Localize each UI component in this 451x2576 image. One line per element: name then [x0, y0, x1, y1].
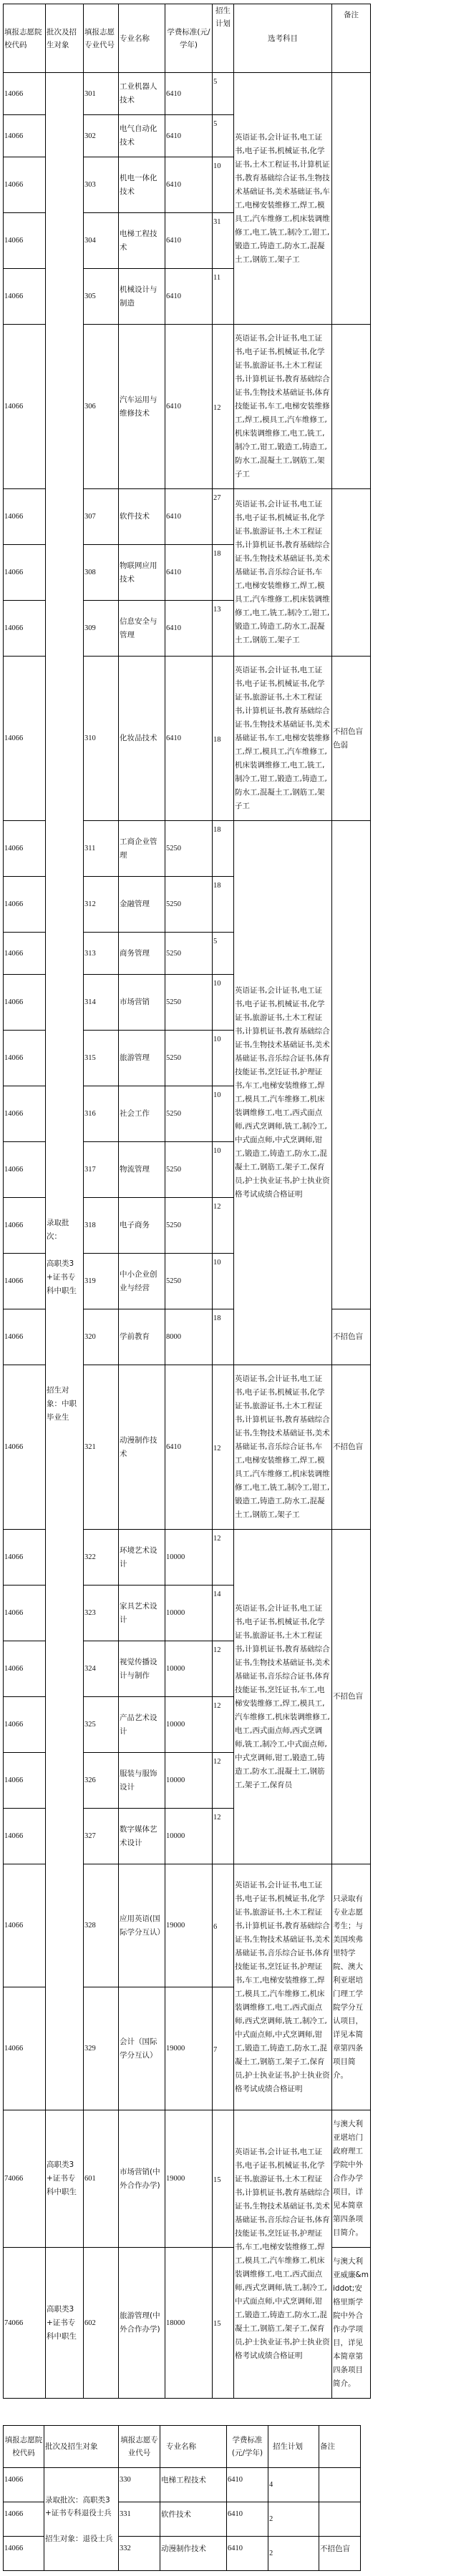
subjects-cell: 英语证书,会计证书,电工证书,电子证书,机械证书,化学证书,旅游证书,土木工程证书,计算机证书,教育基础综合证书,生物技术基础证书,美术基础证书,车工,电梯安装维修工,焊工,模具工,汽车维修工,机床装调维修工,电工,铣工,制冷工,钳工,锻造工,铸造工,防水工,混凝土工,钢筋工,架子工	[234, 657, 332, 821]
tuition-cell: 5250	[165, 1254, 213, 1309]
major-code-cell: 322	[84, 1530, 119, 1586]
batch-admission-label: 录取批次：	[47, 1218, 69, 1241]
enrollment-plan-table	[3, 4, 371, 2399]
header-plan: 招生计划	[213, 4, 234, 73]
major-name-cell: 视觉传播设计与制作	[119, 1641, 165, 1697]
major-code-cell: 327	[84, 1809, 119, 1864]
major-code-cell: 313	[84, 933, 119, 975]
major-name-cell: 电梯工程技术	[119, 213, 165, 269]
major-name-cell: 工商企业管理	[119, 821, 165, 877]
major-name-cell: 市场营销(中外合作办学)	[119, 2110, 165, 2248]
major-code-cell: 307	[84, 489, 119, 545]
major-code-cell: 326	[84, 1753, 119, 1809]
subjects-cell: 英语证书,会计证书,电工证书,电子证书,机械证书,化学证书,旅游证书,土木工程证书,计算机证书,教育基础综合证书,生物技术基础证书,美术基础证书,音乐综合证书,车工,电梯安装维修工,焊工,模具工,汽车维修工,机床装调维修工,电工,铣工,制冷工,钳工,锻造工,铸造工,防水工,混凝土工,钢筋工,架子工	[234, 1365, 332, 1530]
tuition-cell: 6410	[227, 2537, 268, 2571]
major-code-cell: 315	[84, 1031, 119, 1086]
plan-cell: 18	[213, 877, 234, 933]
major-code-cell: 301	[84, 73, 119, 115]
school-code-cell: 14066	[4, 1365, 46, 1530]
subjects-cell: 英语证书,会计证书,电工证书,电子证书,机械证书,化学证书,旅游证书,土木工程证书,计算机证书,教育基础综合证书,生物技术基础证书,美术基础证书,音乐综合证书,车工,电梯安装维修工,焊工,模具工,汽车维修工,机床装调维修工,电工,铣工,制冷工,钳工,锻造工,铸造工,防水工,混凝土工,钢筋工,架子工	[234, 489, 332, 657]
plan-cell: 15	[213, 2110, 234, 2248]
plan-cell: 18	[213, 821, 234, 877]
plan-cell: 14	[213, 1586, 234, 1641]
major-name-cell: 软件技术	[119, 489, 165, 545]
tuition-cell: 6410	[165, 1365, 213, 1530]
school-code-cell: 74066	[4, 2110, 46, 2248]
batch-cell: 高职类3+证书专科中职生	[46, 2248, 84, 2399]
table-header-row	[4, 2426, 361, 2468]
major-code-cell: 309	[84, 601, 119, 657]
batch-type-label: 高职类3+证书专科中职生	[47, 1259, 77, 1295]
school-code-cell: 14066	[4, 2537, 44, 2571]
plan-cell: 10	[213, 1142, 234, 1198]
school-code-cell: 14066	[4, 975, 46, 1031]
school-code-cell: 14066	[4, 325, 46, 489]
remark-cell: 与澳大利亚威廉&middot;安格里斯学院中外合作办学项目，详见本简章第四条项目简介。	[332, 2248, 371, 2399]
school-code-cell: 14066	[4, 1586, 46, 1641]
plan-cell: 10	[213, 975, 234, 1031]
major-code-cell: 329	[84, 1987, 119, 2110]
major-code-cell: 323	[84, 1586, 119, 1641]
remark-cell: 不招色盲	[332, 1309, 371, 1365]
header-subjects: 选考科目	[234, 4, 332, 73]
plan-cell: 6	[213, 1864, 234, 1987]
school-code-cell: 14066	[4, 1641, 46, 1697]
school-code-cell: 14066	[4, 489, 46, 545]
tuition-cell: 5250	[165, 821, 213, 877]
plan-cell: 18	[213, 1309, 234, 1365]
batch-cell	[44, 2468, 119, 2571]
major-code-cell: 330	[119, 2468, 160, 2502]
subjects-cell: 英语证书,会计证书,电工证书,电子证书,机械证书,化学证书,旅游证书,土木工程证书,计算机证书,教育基础综合证书,生物技术基础证书,美术基础证书,音乐综合证书,体育技能证书,烹饪证书,护理证书,车工,电梯安装维修工,焊工,模具工,汽车维修工,机床装调维修工,电工,西式面点师,西式烹调师,铣工,制冷工,中式面点师,中式烹调师,钳工,锻造工,铸造工,防水工,混凝土工,钢筋工,架子工,保育员,护士执业证书,护士执业资格考试成绩合格证明	[234, 1864, 332, 2110]
tuition-cell: 5250	[165, 1198, 213, 1254]
plan-cell: 10	[213, 1031, 234, 1086]
subjects-cell: 英语证书,会计证书,电工证书,电子证书,机械证书,化学证书,旅游证书,土木工程证书,计算机证书,教育基础综合证书,生物技术基础证书,美术基础证书,音乐综合证书,体育技能证书,烹饪证书,车工,电梯安装维修工,焊工,模具工,汽车维修工,机床装调维修工,电工,西式面点师,西式烹调师,铣工,制冷工,中式面点师,中式烹调师,钳工,锻造工,铸造工,防水工,混凝土工,钢筋工,架子工,保育员	[234, 1530, 332, 1864]
plan-cell: 18	[213, 657, 234, 821]
major-name-cell: 旅游管理(中外合作办学)	[119, 2248, 165, 2399]
major-code-cell: 314	[84, 975, 119, 1031]
remark-cell	[332, 821, 371, 1309]
remark-cell: 不招色盲	[319, 2537, 361, 2571]
plan-cell: 12	[213, 1365, 234, 1530]
school-code-cell: 14066	[4, 2468, 44, 2502]
remark-cell	[319, 2468, 361, 2502]
major-code-cell: 319	[84, 1254, 119, 1309]
tuition-cell: 6410	[165, 115, 213, 157]
major-name-cell: 物联网应用技术	[119, 545, 165, 601]
school-code-cell: 14066	[4, 601, 46, 657]
plan-cell: 12	[213, 1809, 234, 1864]
major-code-cell: 328	[84, 1864, 119, 1987]
major-code-cell: 318	[84, 1198, 119, 1254]
tuition-cell: 19000	[165, 2110, 213, 2248]
plan-cell: 12	[213, 1641, 234, 1697]
school-code-cell: 14066	[4, 1031, 46, 1086]
plan-cell: 10	[213, 1086, 234, 1142]
table-row	[4, 2110, 371, 2248]
tuition-cell: 6410	[227, 2468, 268, 2502]
major-name-cell: 软件技术	[160, 2502, 227, 2537]
major-name-cell: 动漫制作技术	[160, 2537, 227, 2571]
plan-cell: 12	[213, 325, 234, 489]
tuition-cell: 5250	[165, 1086, 213, 1142]
school-code-cell: 14066	[4, 1254, 46, 1309]
school-code-cell: 14066	[4, 877, 46, 933]
tuition-cell: 10000	[165, 1530, 213, 1586]
tuition-cell: 10000	[165, 1586, 213, 1641]
school-code-cell: 14066	[4, 545, 46, 601]
major-name-cell: 汽车运用与维修技术	[119, 325, 165, 489]
header-major-code: 填报志愿专业代号	[119, 2426, 160, 2468]
major-name-cell: 家具艺术设计	[119, 1586, 165, 1641]
major-name-cell: 金融管理	[119, 877, 165, 933]
major-code-cell: 305	[84, 269, 119, 325]
major-code-cell: 311	[84, 821, 119, 877]
tuition-cell: 5250	[165, 933, 213, 975]
plan-cell: 2	[268, 2502, 319, 2537]
plan-cell: 11	[213, 269, 234, 325]
tuition-cell: 6410	[165, 601, 213, 657]
veteran-enrollment-table	[3, 2425, 361, 2571]
batch-target-label: 招生对象：中职毕业生	[47, 1385, 77, 1422]
tuition-cell: 6410	[165, 269, 213, 325]
tuition-cell: 19000	[165, 1864, 213, 1987]
school-code-cell: 14066	[4, 115, 46, 157]
major-name-cell: 机械设计与制造	[119, 269, 165, 325]
tuition-cell: 6410	[165, 325, 213, 489]
plan-cell: 12	[213, 1753, 234, 1809]
header-major-code: 填报志愿专业代号	[84, 4, 119, 73]
major-name-cell: 动漫制作技术	[119, 1365, 165, 1530]
batch-target-label: 招生对象：退役士兵	[45, 2534, 113, 2543]
plan-cell: 27	[213, 489, 234, 545]
tuition-cell: 6410	[165, 489, 213, 545]
remark-cell: 与澳大利亚堪培门政府理工学院中外合作办学项目，详见本简章第四条项目简介。	[332, 2110, 371, 2248]
school-code-cell: 14066	[4, 1753, 46, 1809]
major-code-cell: 332	[119, 2537, 160, 2571]
major-name-cell: 环境艺术设计	[119, 1530, 165, 1586]
remark-cell: 不招色盲	[332, 1365, 371, 1530]
school-code-cell: 14066	[4, 2502, 44, 2537]
major-code-cell: 303	[84, 157, 119, 213]
header-remark: 备注	[319, 2426, 361, 2468]
table-header-row	[4, 4, 371, 73]
major-name-cell: 中小企业创业与经营	[119, 1254, 165, 1309]
remark-cell: 不招色盲	[332, 1530, 371, 1864]
header-batch: 批次及招生对象	[44, 2426, 119, 2468]
batch-cell	[46, 73, 84, 2110]
tuition-cell: 10000	[165, 1753, 213, 1809]
header-plan: 招生计划	[268, 2426, 319, 2468]
plan-cell: 12	[213, 1530, 234, 1586]
plan-cell: 7	[213, 1987, 234, 2110]
tuition-cell: 6410	[227, 2502, 268, 2537]
major-code-cell: 601	[84, 2110, 119, 2248]
header-major-name: 专业名称	[119, 4, 165, 73]
major-code-cell: 306	[84, 325, 119, 489]
major-name-cell: 电气自动化技术	[119, 115, 165, 157]
major-code-cell: 320	[84, 1309, 119, 1365]
school-code-cell: 14066	[4, 1198, 46, 1254]
tuition-cell: 10000	[165, 1641, 213, 1697]
plan-cell: 5	[213, 115, 234, 157]
major-code-cell: 602	[84, 2248, 119, 2399]
header-school-code: 填报志愿院校代码	[4, 2426, 44, 2468]
school-code-cell: 14066	[4, 1142, 46, 1198]
remark-cell	[332, 489, 371, 657]
major-name-cell: 电梯工程技术	[160, 2468, 227, 2502]
tuition-cell: 6410	[165, 545, 213, 601]
major-name-cell: 服装与服饰设计	[119, 1753, 165, 1809]
school-code-cell: 14066	[4, 1864, 46, 1987]
header-tuition: 学费标准(元/学年)	[227, 2426, 268, 2468]
school-code-cell: 14066	[4, 1309, 46, 1365]
tuition-cell: 10000	[165, 1697, 213, 1753]
school-code-cell: 14066	[4, 213, 46, 269]
tuition-cell: 5250	[165, 975, 213, 1031]
plan-cell: 12	[213, 1198, 234, 1254]
school-code-cell: 14066	[4, 157, 46, 213]
plan-cell: 13	[213, 601, 234, 657]
major-code-cell: 324	[84, 1641, 119, 1697]
remark-cell	[332, 73, 371, 325]
major-code-cell: 304	[84, 213, 119, 269]
school-code-cell: 14066	[4, 821, 46, 877]
major-code-cell: 321	[84, 1365, 119, 1530]
major-name-cell: 商务管理	[119, 933, 165, 975]
plan-cell: 15	[213, 2248, 234, 2399]
tuition-cell: 8000	[165, 1309, 213, 1365]
plan-cell: 4	[268, 2468, 319, 2502]
major-name-cell: 会计（国际学分互认）	[119, 1987, 165, 2110]
tuition-cell: 5250	[165, 1142, 213, 1198]
major-name-cell: 应用英语(国际学分互认）	[119, 1864, 165, 1987]
plan-cell: 12	[213, 1697, 234, 1753]
school-code-cell: 14066	[4, 1086, 46, 1142]
major-name-cell: 旅游管理	[119, 1031, 165, 1086]
major-name-cell: 社会工作	[119, 1086, 165, 1142]
tuition-cell: 10000	[165, 1809, 213, 1864]
plan-cell: 18	[213, 545, 234, 601]
school-code-cell: 14066	[4, 1809, 46, 1864]
tuition-cell: 6410	[165, 73, 213, 115]
school-code-cell: 14066	[4, 1530, 46, 1586]
subjects-cell: 英语证书,会计证书,电工证书,电子证书,机械证书,化学证书,旅游证书,土木工程证书,计算机证书,教育基础综合证书,生物技术基础证书,美术基础证书,音乐综合证书,体育技能证书,烹饪证书,护理证书,车工,电梯安装维修工,焊工,模具工,汽车维修工,机床装调维修工,电工,西式面点师,西式烹调师,铣工,制冷工,中式面点师,中式烹调师,钳工,锻造工,铸造工,防水工,混凝土工,钢筋工,架子工,保育员,护士执业证书,护士执业资格考试成绩合格证明	[234, 2110, 332, 2399]
major-name-cell: 工业机器人技术	[119, 73, 165, 115]
major-code-cell: 331	[119, 2502, 160, 2537]
school-code-cell: 14066	[4, 73, 46, 115]
major-name-cell: 产品艺术设计	[119, 1697, 165, 1753]
major-code-cell: 302	[84, 115, 119, 157]
plan-cell: 5	[213, 73, 234, 115]
tuition-cell: 19000	[165, 1987, 213, 2110]
plan-cell: 2	[268, 2537, 319, 2571]
school-code-cell: 14066	[4, 269, 46, 325]
major-name-cell: 市场营销	[119, 975, 165, 1031]
plan-cell: 10	[213, 1254, 234, 1309]
header-school-code: 填报志愿院校代码	[4, 4, 46, 73]
major-name-cell: 物流管理	[119, 1142, 165, 1198]
plan-cell: 10	[213, 157, 234, 213]
header-major-name: 专业名称	[160, 2426, 227, 2468]
batch-cell: 高职类3+证书专科中职生	[46, 2110, 84, 2248]
tuition-cell: 5250	[165, 877, 213, 933]
school-code-cell: 14066	[4, 933, 46, 975]
tuition-cell: 6410	[165, 157, 213, 213]
table-row	[4, 73, 371, 115]
major-name-cell: 机电一体化技术	[119, 157, 165, 213]
major-code-cell: 317	[84, 1142, 119, 1198]
school-code-cell: 14066	[4, 657, 46, 821]
major-code-cell: 312	[84, 877, 119, 933]
tuition-cell: 18000	[165, 2248, 213, 2399]
subjects-cell: 英语证书,会计证书,电工证书,电子证书,机械证书,化学证书,旅游证书,土木工程证书,计算机证书,教育基础综合证书,生物技术基础证书,美术基础证书,音乐综合证书,体育技能证书,烹饪证书,护理证书,车工,电梯安装维修工,焊工,模具工,汽车维修工,机床装调维修工,电工,西式面点师,西式烹调师,铣工,制冷工,中式面点师,中式烹调师,钳工,锻造工,铸造工,防水工,混凝土工,钢筋工,架子工,保育员,护士执业证书,护士执业资格考试成绩合格证明	[234, 821, 332, 1365]
school-code-cell: 14066	[4, 1987, 46, 2110]
plan-cell: 31	[213, 213, 234, 269]
major-name-cell: 学前教育	[119, 1309, 165, 1365]
major-name-cell: 信息安全与管理	[119, 601, 165, 657]
school-code-cell: 74066	[4, 2248, 46, 2399]
major-code-cell: 316	[84, 1086, 119, 1142]
header-remark: 备注	[332, 4, 371, 73]
major-name-cell: 电子商务	[119, 1198, 165, 1254]
batch-admission-label: 录取批次：高职类3+证书专科退役士兵	[45, 2495, 112, 2517]
table-row	[4, 2468, 361, 2502]
major-code-cell: 325	[84, 1697, 119, 1753]
major-name-cell: 化妆品技术	[119, 657, 165, 821]
remark-cell	[319, 2502, 361, 2537]
subjects-cell: 英语证书,会计证书,电工证书,电子证书,机械证书,化学证书,旅游证书,土木工程证书,计算机证书,教育基础综合证书,生物技术基础证书,体育技能证书,车工,电梯安装维修工,焊工,模具工,汽车维修工,机床装调维修工,电工,铣工,制冷工,钳工,锻造工,铸造工,防水工,混凝土工,钢筋工,架子工	[234, 325, 332, 489]
header-batch: 批次及招生对象	[46, 4, 84, 73]
tuition-cell: 5250	[165, 1031, 213, 1086]
school-code-cell: 14066	[4, 1697, 46, 1753]
tuition-cell: 6410	[165, 657, 213, 821]
remark-cell	[332, 325, 371, 489]
header-tuition: 学费标准(元/学年)	[165, 4, 213, 73]
major-name-cell: 数字媒体艺术设计	[119, 1809, 165, 1864]
plan-cell: 5	[213, 933, 234, 975]
remark-cell: 只录取有专业志愿考生；与美国埃弗里特学院、澳大利亚堪培门理工学院学分互认项目，详见本简章第四条项目简介。	[332, 1864, 371, 2110]
subjects-cell: 英语证书,会计证书,电工证书,电子证书,机械证书,化学证书,土木工程证书,计算机证书,教育基础综合证书,生物技术基础证书,美术基础证书,车工,电梯安装维修工,焊工,模具工,汽车维修工,机床装调维修工,电工,铣工,制冷工,钳工,锻造工,铸造工,防水工,混凝土工,钢筋工,架子工	[234, 73, 332, 325]
major-code-cell: 310	[84, 657, 119, 821]
major-code-cell: 308	[84, 545, 119, 601]
tuition-cell: 6410	[165, 213, 213, 269]
remark-cell: 不招色盲色弱	[332, 657, 371, 821]
